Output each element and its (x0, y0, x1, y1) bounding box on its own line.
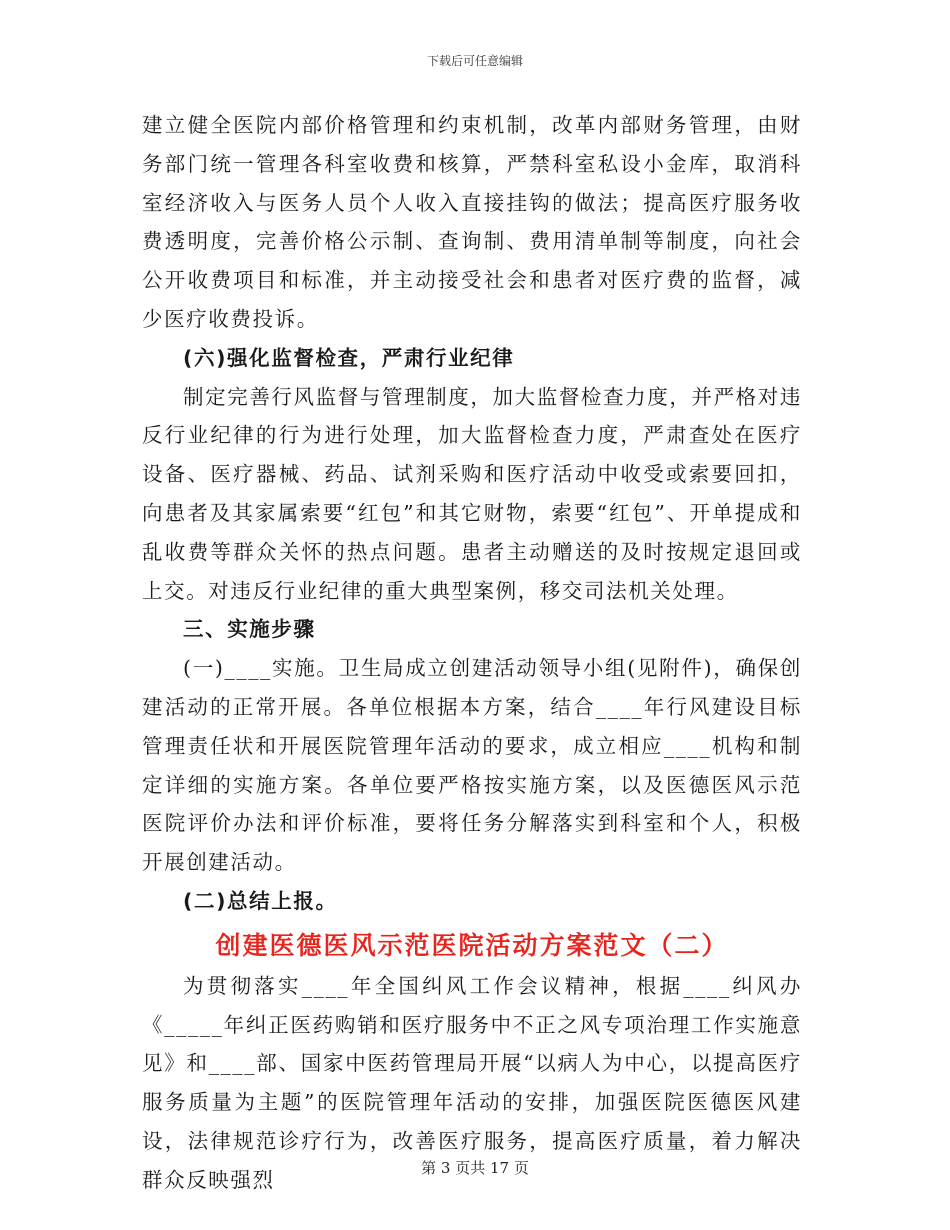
paragraph-implementation: (一)____实施。卫生局成立创建活动领导小组(见附件)，确保创建活动的正常开展。各单位根据本方案，结合____年行风建设目标管理责任状和开展医院管理年活动的要求，成立相应____机构和制定详细的实施方案。各单位要严格按实施方案，以及医德医风示范医院评价办法和评价标准，要将任务分解落实到科室和个人，积极开展创建活动。 (142, 656, 802, 875)
page-footer: 第 3 页共 17 页 (421, 1159, 529, 1177)
paragraph-supervision: 制定完善行风监督与管理制度，加大监督检查力度，并严格对违反行业纪律的行为进行处理，加大监督检查力度，严肃查处在医疗设备、医疗器械、药品、试剂采购和医疗活动中收受或索要回扣，向患者及其家属索要“红包”和其它财物，索要“红包”、开单提成和乱收费等群众关怀的热点问题。患者主动赠送的及时按规定退回或上交。对违反行业纪律的重大典型案例，移交司法机关处理。 (142, 384, 802, 603)
heading-summary-report: (二)总结上报。 (183, 888, 338, 913)
heading-supervision: (六)强化监督检查，严肃行业纪律 (183, 345, 515, 370)
page-header: 下载后可任意编辑 (426, 54, 523, 68)
paragraph-price-management: 建立健全医院内部价格管理和约束机制，改革内部财务管理，由财务部门统一管理各科室收费和核算，严禁科室私设小金库，取消科室经济收入与医务人员个人收入直接挂钩的做法；提高医疗服务收费透明度，完善价格公示制、查询制、费用清单制等制度，向社会公开收费项目和标准，并主动接受社会和患者对医疗费的监督，减少医疗收费投诉。 (142, 113, 802, 331)
document-body (142, 106, 802, 1200)
heading-implementation-steps: 三、实施步骤 (183, 617, 316, 642)
section-title: 创建医德医风示范医院活动方案范文（二） (215, 930, 729, 960)
paragraph-section-b-intro: 为贯彻落实____年全国纠风工作会议精神，根据____纠风办《_____年纠正医药购销和医疗服务中不正之风专项治理工作实施意见》和____部、国家中医药管理局开展“以病人为中心，以提高医疗服务质量为主题”的医院管理年活动的安排，加强医院医德医风建设，法律规范诊疗行为，改善医疗服务，提高医疗质量，着力解决群众反映强烈 (142, 973, 802, 1192)
